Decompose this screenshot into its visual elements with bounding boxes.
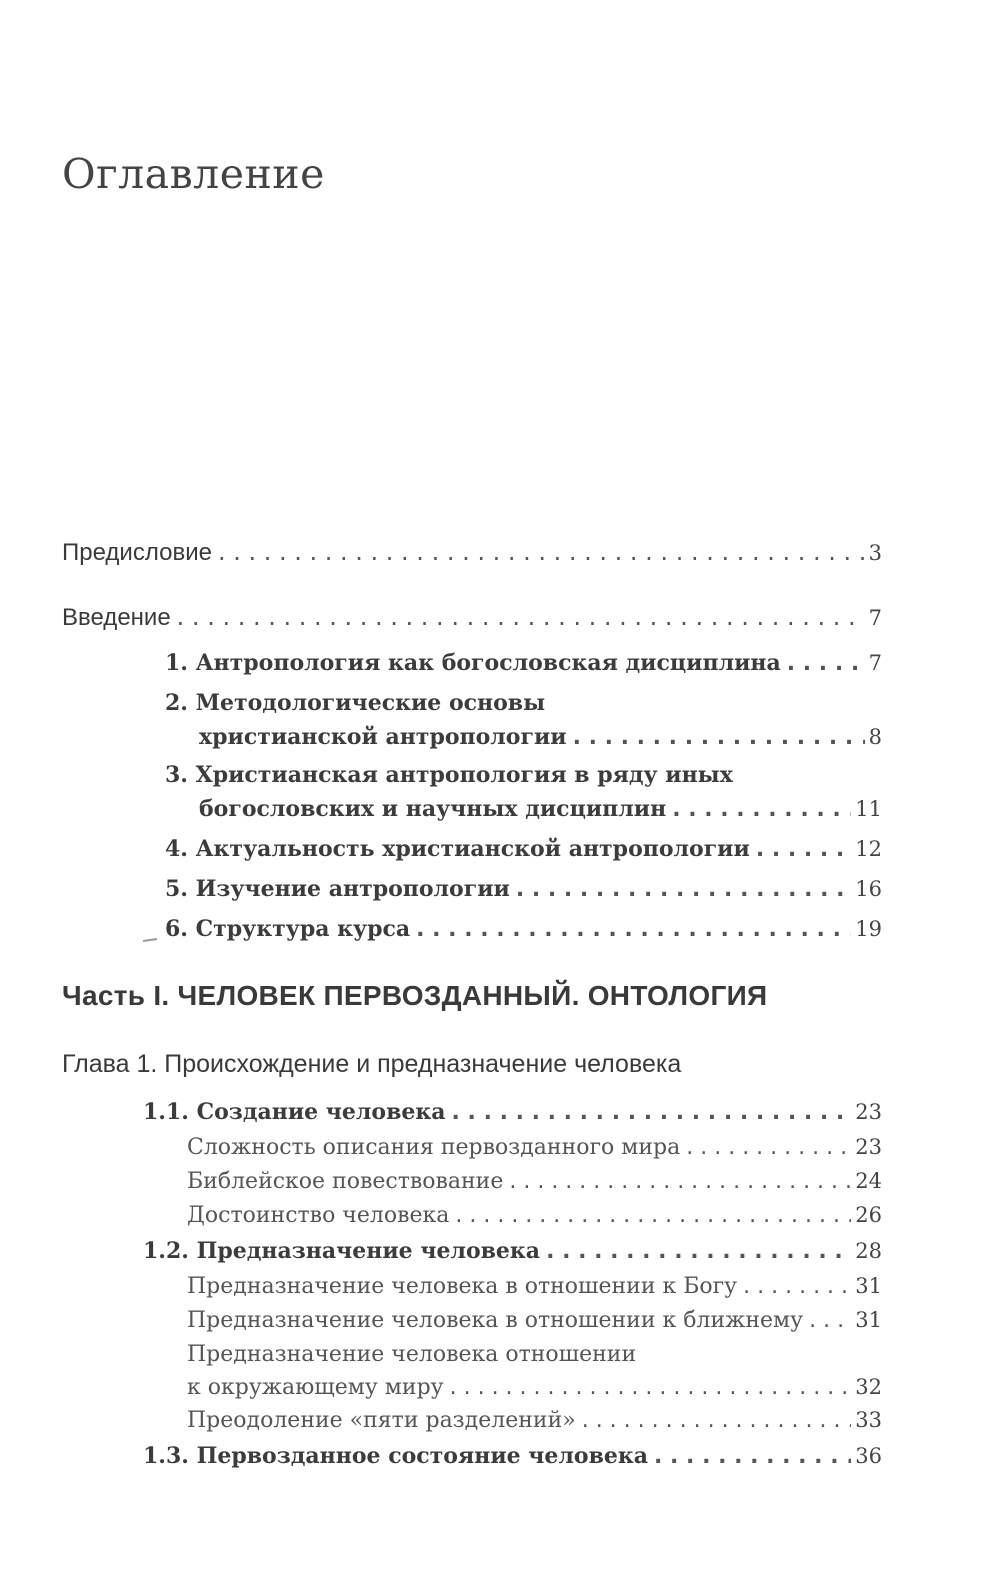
dot-leader [743, 1274, 851, 1299]
toc-entry-title: Преодоление «пяти разделений» [187, 1408, 576, 1433]
toc-entry-subsection[interactable] [187, 1274, 882, 1299]
toc-entry-intro-2-line1[interactable]: 2. Методологические основы [165, 690, 546, 716]
dot-leader [809, 1308, 851, 1333]
toc-entry-title: 5. Изучение антропологии [165, 876, 510, 902]
toc-entry-title: 1.2. Предназначение человека [143, 1238, 541, 1264]
toc-page-number: 32 [855, 1375, 882, 1399]
toc-entry-title: 6. Структура курса [165, 916, 411, 942]
dot-leader [686, 1135, 851, 1160]
dot-leader [573, 725, 865, 750]
toc-entry-introduction[interactable] [62, 603, 882, 632]
toc-entry-preface[interactable] [62, 538, 882, 567]
toc-page-number: 11 [855, 797, 882, 821]
dot-leader [756, 837, 851, 862]
dot-leader [582, 1408, 852, 1433]
dot-leader [452, 1100, 852, 1125]
toc-entry-title: 1.3. Первозданное состояние человека [143, 1443, 649, 1469]
pencil-mark [143, 938, 157, 942]
toc-entry-intro-2[interactable] [199, 724, 882, 750]
part-heading[interactable]: Часть I. ЧЕЛОВЕК ПЕРВОЗДАННЫЙ. ОНТОЛОГИЯ [62, 980, 768, 1011]
dot-leader [218, 538, 865, 566]
toc-entry-subsection-line1[interactable]: Предназначение человека отношении [187, 1342, 637, 1367]
toc-entry-subsection[interactable] [187, 1203, 882, 1228]
toc-entry-title: христианской антропологии [199, 724, 567, 750]
dot-leader [450, 1375, 852, 1400]
toc-entry-intro-3-line1[interactable]: 3. Христианская антропология в ряду иных [165, 762, 733, 788]
toc-entry-section-1-2[interactable] [143, 1238, 882, 1264]
toc-entry-title: Предназначение человека в отношении к Богу [187, 1274, 738, 1299]
toc-entry-intro-5[interactable] [165, 876, 882, 902]
toc-entry-title: к окружающему миру [187, 1375, 444, 1400]
dot-leader [672, 797, 851, 822]
toc-entry-title: Сложность описания первозданного мира [187, 1135, 681, 1160]
toc-entry-subsection[interactable] [187, 1169, 882, 1194]
toc-page-number: 33 [855, 1408, 882, 1432]
dot-leader [787, 651, 865, 676]
dot-leader [546, 1239, 851, 1264]
toc-entry-title: 1. Антропология как богословская дисциплина [165, 650, 781, 676]
toc-page-number: 28 [855, 1239, 882, 1263]
dot-leader [654, 1444, 851, 1469]
toc-entry-title: Предисловие [62, 539, 212, 566]
dot-leader [455, 1203, 851, 1228]
toc-page-number: 31 [855, 1274, 882, 1298]
toc-page-number: 7 [868, 606, 882, 630]
toc-entry-intro-6[interactable] [165, 916, 882, 942]
toc-entry-subsection[interactable] [187, 1135, 882, 1160]
toc-page-number: 26 [855, 1203, 882, 1227]
toc-page-number: 7 [868, 651, 882, 675]
toc-page-number: 19 [855, 917, 882, 941]
toc-entry-intro-4[interactable] [165, 836, 882, 862]
toc-page-number: 23 [855, 1135, 882, 1159]
toc-entry-subsection[interactable] [187, 1408, 882, 1433]
dot-leader [177, 603, 865, 631]
toc-entry-subsection[interactable] [187, 1308, 882, 1333]
toc-entry-title: Предназначение человека в отношении к ближнему [187, 1308, 804, 1333]
toc-page-number: 3 [868, 541, 882, 565]
dot-leader [509, 1169, 851, 1194]
toc-page-number: 31 [855, 1308, 882, 1332]
page-title: Оглавление [62, 150, 325, 198]
toc-entry-section-1-3[interactable] [143, 1443, 882, 1469]
toc-entry-title: Библейское повествование [187, 1169, 504, 1194]
toc-entry-intro-1[interactable] [165, 650, 882, 676]
toc-entry-intro-3[interactable] [199, 796, 882, 822]
toc-page-number: 8 [868, 725, 882, 749]
toc-entry-title: богословских и научных дисциплин [199, 796, 667, 822]
toc-entry-title: 1.1. Создание человека [143, 1099, 446, 1125]
toc-page-number: 12 [855, 837, 882, 861]
toc-entry-title: Достоинство человека [187, 1203, 450, 1228]
toc-page-number: 23 [855, 1100, 882, 1124]
dot-leader [416, 917, 851, 942]
toc-page-number: 16 [855, 877, 882, 901]
toc-entry-title: 4. Актуальность христианской антропологии [165, 836, 750, 862]
toc-page-number: 36 [855, 1444, 882, 1468]
toc-page-number: 24 [855, 1169, 882, 1193]
toc-entry-section-1-1[interactable] [143, 1099, 882, 1125]
chapter-heading[interactable]: Глава 1. Происхождение и предназначение человека [62, 1050, 682, 1078]
dot-leader [516, 877, 851, 902]
toc-entry-subsection[interactable] [187, 1375, 882, 1400]
toc-entry-title: Введение [62, 604, 171, 631]
